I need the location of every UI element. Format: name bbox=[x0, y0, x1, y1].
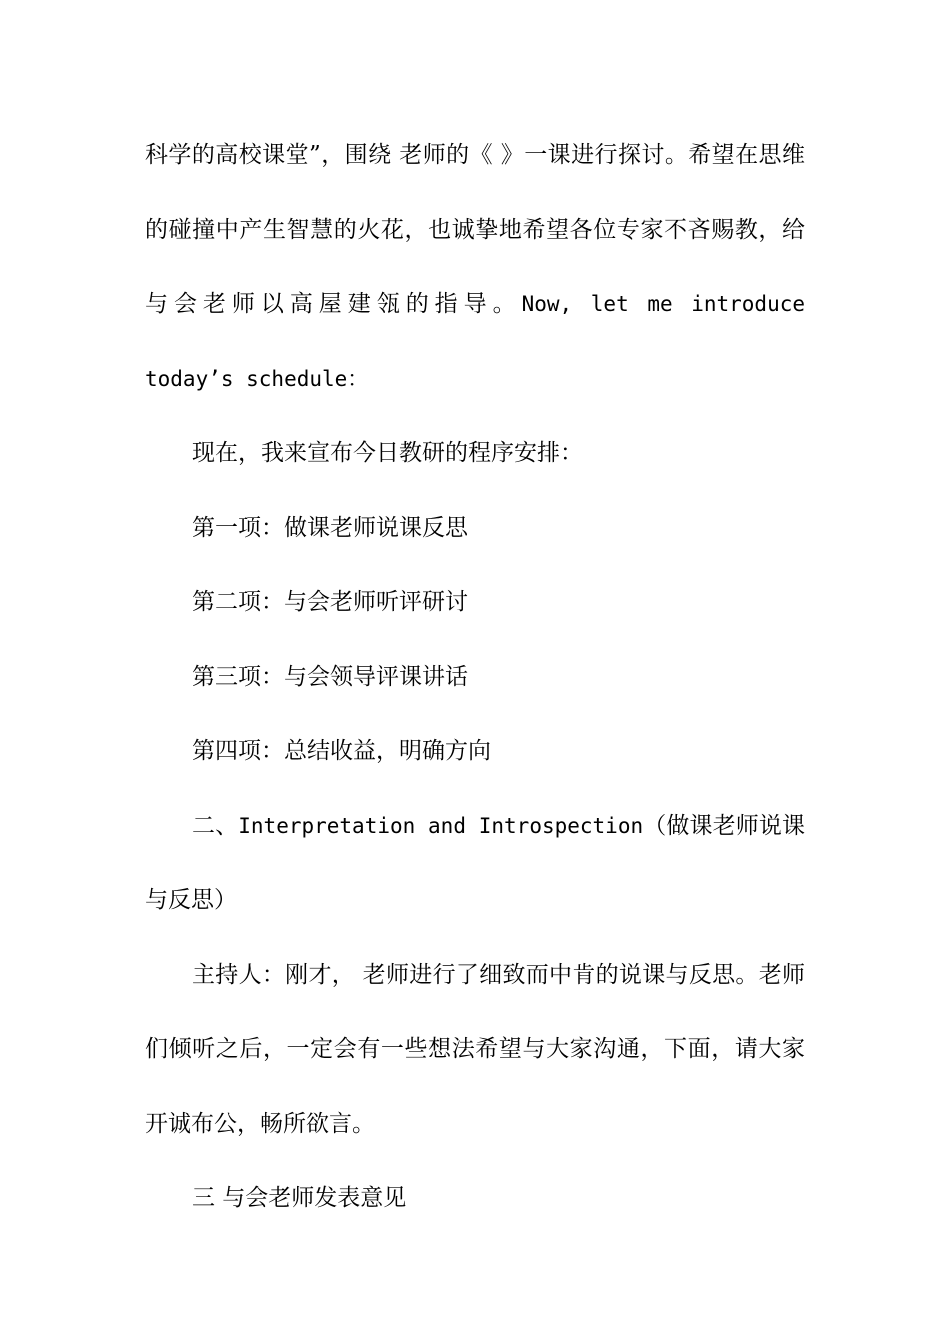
section-title-english: Interpretation and Introspection bbox=[238, 813, 644, 838]
schedule-item-1 bbox=[145, 491, 805, 566]
paragraph-text: 主持人：刚才， 老师进行了细致而中肯的说课与反思。老师们倾听之后，一定会有一些想法希望与大家沟通，下面，请大家开诚布公，畅所欲言。 bbox=[145, 961, 805, 1137]
section-title-chinese: （做课老师说课与反思） bbox=[145, 812, 806, 913]
document-body bbox=[145, 118, 805, 1236]
paragraph-intro bbox=[145, 118, 805, 416]
schedule-item-text: 第三项：与会领导评课讲话 bbox=[192, 663, 468, 690]
paragraph-text-english: Now, let me introduce today’s schedule： bbox=[145, 292, 806, 391]
paragraph-schedule-heading bbox=[145, 416, 805, 491]
section-title: 三 与会老师发表意见 bbox=[192, 1185, 407, 1211]
schedule-item-4 bbox=[145, 714, 805, 789]
schedule-item-text: 第二项：与会老师听评研讨 bbox=[192, 589, 468, 615]
paragraph-text: 现在，我来宣布今日教研的程序安排： bbox=[192, 440, 583, 466]
section-number: 二、 bbox=[192, 812, 239, 839]
section-heading-3 bbox=[145, 1161, 805, 1236]
schedule-item-3 bbox=[145, 640, 805, 715]
schedule-item-text: 第一项：做课老师说课反思 bbox=[192, 514, 468, 541]
paragraph-host-remarks bbox=[145, 938, 805, 1162]
section-heading-2 bbox=[145, 789, 805, 938]
paragraph-text: 科学的高校课堂”，围绕 老师的《 》一课进行探讨。希望在思维的碰撞中产生智慧的火花，也诚挚地希望各位专家不吝赐教，给与会老师以高屋建瓴的指导。 bbox=[145, 142, 805, 317]
schedule-item-text: 第四项：总结收益，明确方向 bbox=[192, 738, 491, 764]
schedule-item-2 bbox=[145, 565, 805, 640]
